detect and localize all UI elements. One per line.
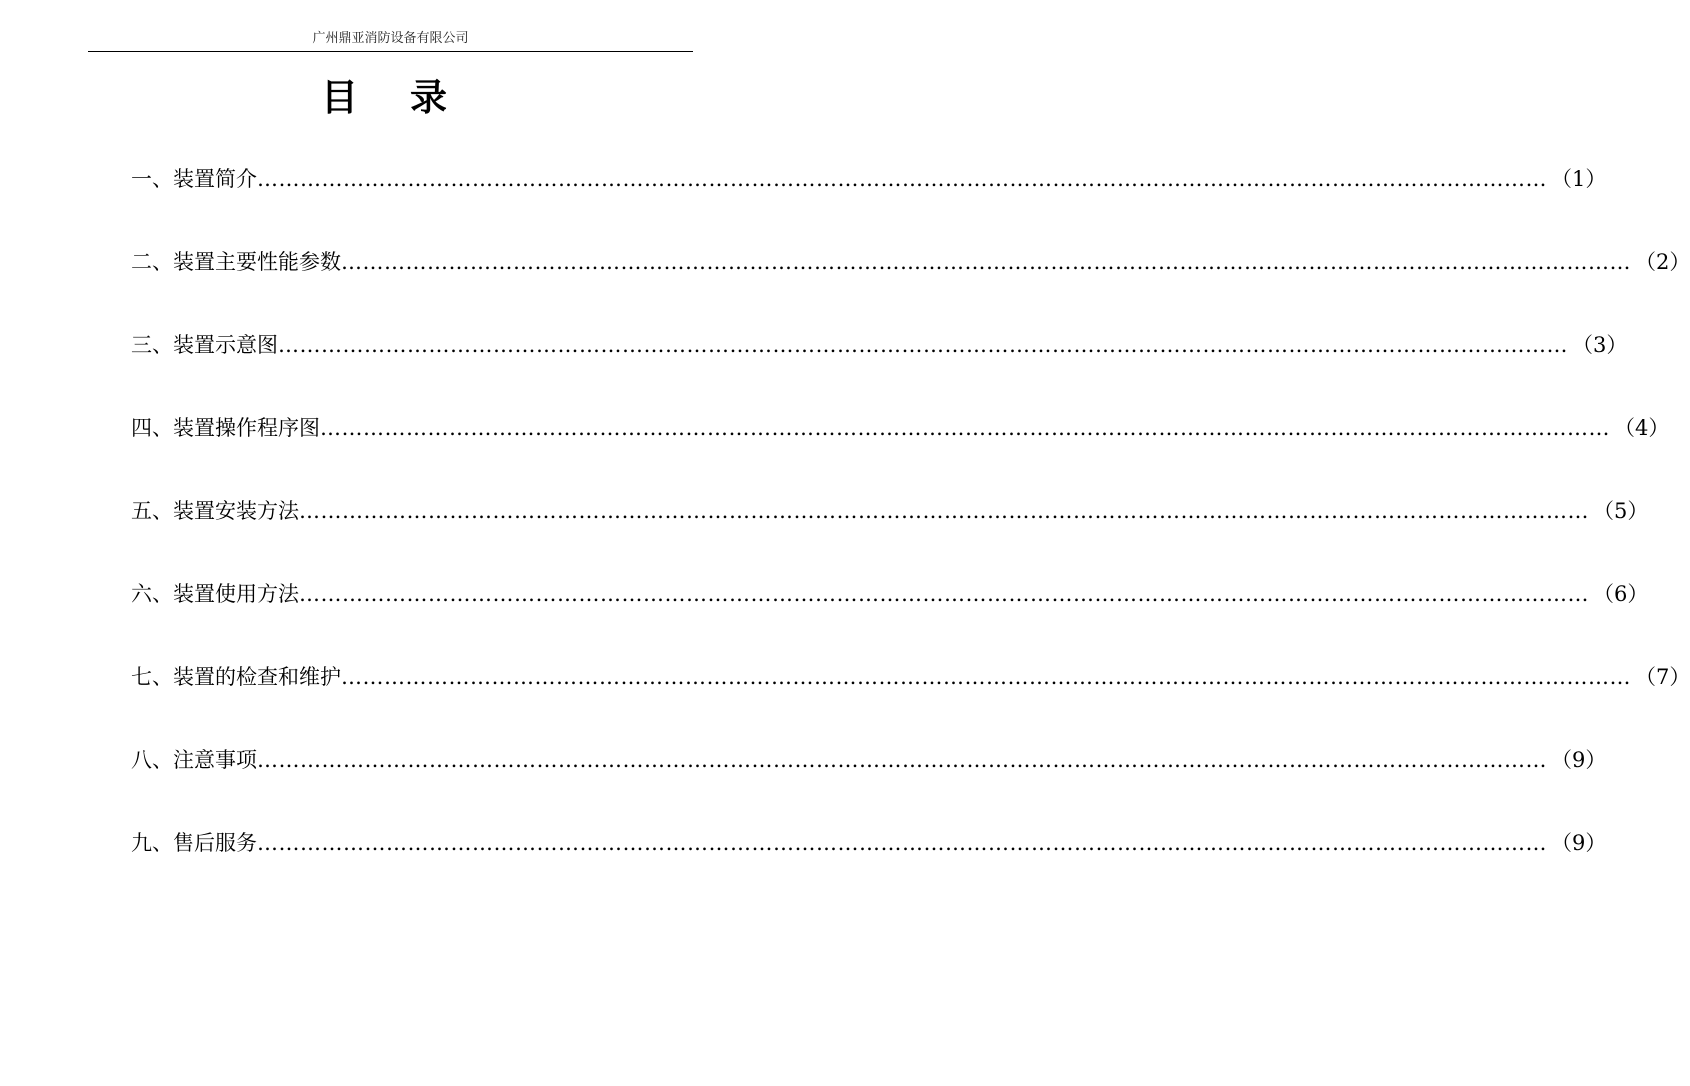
- toc-entry-label: 六、装置使用方法: [131, 582, 299, 606]
- toc-page-number: （1）: [1551, 167, 1607, 191]
- toc-page-number: （6）: [1593, 582, 1649, 606]
- toc-entry-label: 九、售后服务: [131, 831, 257, 855]
- toc-page-number: （9）: [1551, 831, 1607, 855]
- toc-page-number: （7）: [1635, 665, 1690, 689]
- toc-entry-7[interactable]: [131, 658, 1690, 741]
- toc-entry-9[interactable]: [131, 824, 1607, 907]
- toc-title: 目录: [321, 76, 499, 119]
- toc-entry-6[interactable]: [131, 575, 1649, 658]
- page-header: 广州鼎亚消防设备有限公司: [312, 31, 469, 46]
- toc-page-number: （4）: [1614, 416, 1670, 440]
- toc-dot-leader: ………………………………………………………………………………………………………………………………………………………………: [341, 665, 1631, 689]
- toc-entry-label: 一、装置简介: [131, 167, 257, 191]
- toc-page-number: （9）: [1551, 748, 1607, 772]
- toc-page-number: （5）: [1593, 499, 1649, 523]
- toc-entry-label: 八、注意事项: [131, 748, 257, 772]
- toc-dot-leader: ………………………………………………………………………………………………………………………………………………………………: [299, 582, 1589, 606]
- toc-dot-leader: ………………………………………………………………………………………………………………………………………………………………: [341, 250, 1631, 274]
- toc-entry-1[interactable]: [131, 160, 1607, 243]
- toc-dot-leader: ………………………………………………………………………………………………………………………………………………………………: [257, 831, 1547, 855]
- toc-entry-3[interactable]: [131, 326, 1628, 409]
- toc-dot-leader: ………………………………………………………………………………………………………………………………………………………………: [299, 499, 1589, 523]
- toc-dot-leader: ………………………………………………………………………………………………………………………………………………………………: [257, 748, 1547, 772]
- toc-list: [131, 160, 1690, 907]
- toc-entry-label: 五、装置安装方法: [131, 499, 299, 523]
- toc-entry-label: 四、装置操作程序图: [131, 416, 320, 440]
- header-divider: [88, 51, 693, 52]
- toc-dot-leader: ………………………………………………………………………………………………………………………………………………………………: [257, 167, 1547, 191]
- toc-page-number: （2）: [1635, 250, 1690, 274]
- toc-entry-label: 三、装置示意图: [131, 333, 278, 357]
- toc-dot-leader: ………………………………………………………………………………………………………………………………………………………………: [278, 333, 1568, 357]
- toc-page-number: （3）: [1572, 333, 1628, 357]
- toc-entry-2[interactable]: [131, 243, 1690, 326]
- toc-entry-label: 二、装置主要性能参数: [131, 250, 341, 274]
- toc-entry-label: 七、装置的检查和维护: [131, 665, 341, 689]
- toc-entry-8[interactable]: [131, 741, 1607, 824]
- toc-dot-leader: ………………………………………………………………………………………………………………………………………………………………: [320, 416, 1610, 440]
- toc-entry-5[interactable]: [131, 492, 1649, 575]
- toc-entry-4[interactable]: [131, 409, 1670, 492]
